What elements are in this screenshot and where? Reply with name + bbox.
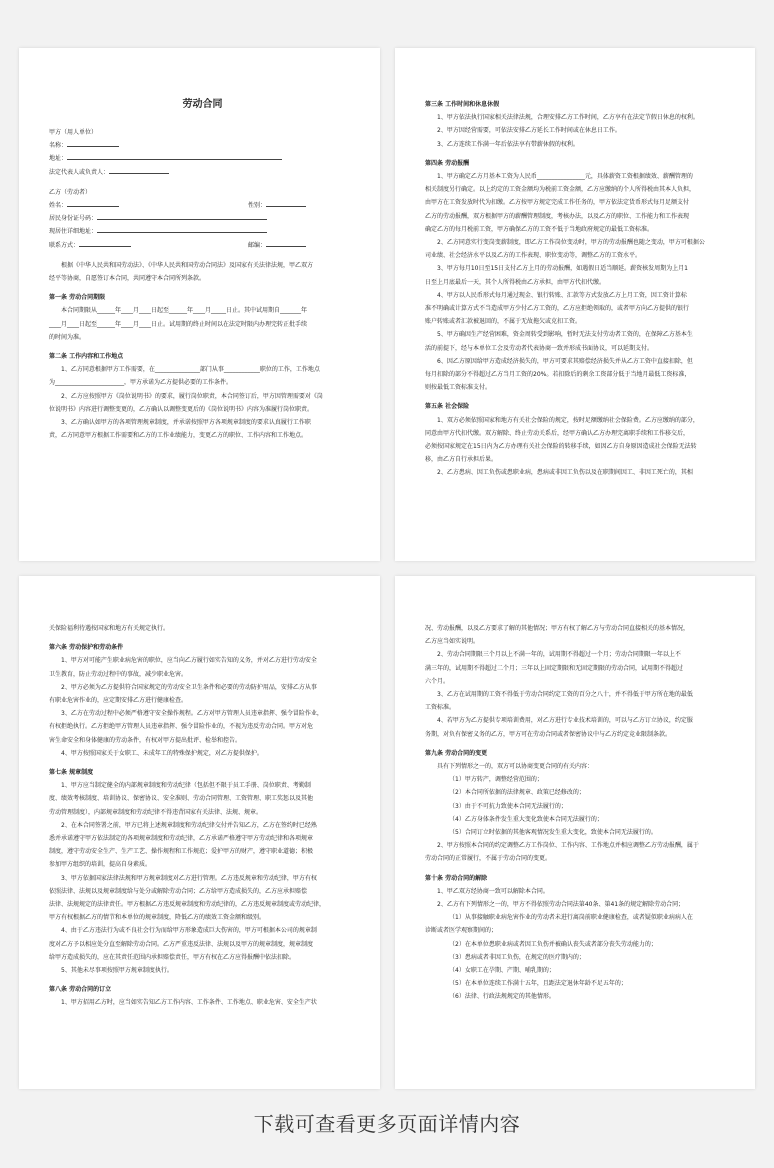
continued-line: 关保险福利待遇按国家和地方有关规定执行。 xyxy=(49,625,170,632)
list-item: （4）乙方身体条件发生重大变化致使本合同无法履行的； xyxy=(449,815,603,823)
clause-line: 4、由于乙方违法行为或不良社会行为而给甲方形象造成巨大伤害的，甲方可根据本公司的规章制 xyxy=(61,927,317,935)
clause-line: 责，乙方同意甲方根据工作需要和乙方的工作业绩能力，变更乙方的职位、工作内容和工作地点。 xyxy=(49,432,308,440)
list-item: （2）本合同所依据的法律规章、政策已经修改的； xyxy=(449,789,585,797)
clause-line: 劳动管理制度），内部规章制度和劳动纪律不得违背国家有关法律、法规、规章。 xyxy=(49,808,263,816)
clause-line: 3、甲方依据国家法律法规和甲方规章制度对乙方进行管理。乙方违反规章和劳动纪律，甲方有权 xyxy=(61,874,317,882)
clause-line: ____月____日起至______年____月____日止。试用期的终止时间以在法定时限内办理完转正批手续 xyxy=(49,320,308,328)
section-heading: 第六条 劳动保护和劳动条件 xyxy=(49,644,124,652)
intro-line: 经平等协商，自愿签订本合同，共同遵守本合同所列条款。 xyxy=(49,275,206,283)
list-item: （3）患病或者非因工负伤，在规定的医疗期内的； xyxy=(449,953,585,961)
section-heading: 第二条 工作内容和工作地点 xyxy=(49,353,124,361)
intro-line: 根据《中华人民共和国劳动法》、《中华人民共和国劳动合同法》及国家有关法律法规，甲乙双方 xyxy=(61,261,314,269)
clause-line: 害生命安全和身体健康的劳动条件，有权对甲方提出批评、检举和控告。 xyxy=(49,736,242,744)
clause-line: 2、乙方患病、因工负伤或患职业病，患病或非因工负伤以及在职期间因工、非因工死亡的，其相 xyxy=(437,469,693,477)
clause-line: 卫生教育，防止劳动过程中的事故，减少职业危害。 xyxy=(49,670,188,678)
clause-line: 则按最低工资标准支付。 xyxy=(425,384,492,392)
party-a-name-field: 名称： xyxy=(49,139,356,152)
clause-line: 依照法律、法规以及规章制度给与处分或解除劳动合同；乙方给甲方造成损失的，乙方应承担赔偿 xyxy=(49,887,308,895)
section-heading: 第十条 劳动合同的解除 xyxy=(425,874,488,882)
clause-line: 6、因乙方原因给甲方造成经济损失的，甲方可要求其赔偿经济损失并从乙方工资中直接扣除，但 xyxy=(437,357,693,365)
document-page-3 xyxy=(19,576,380,1089)
clause-line: 法律、法规规定的法律责任。甲方根据乙方违反规章制度和劳动纪律的，乙方违反规章制度或劳动纪律， xyxy=(49,901,326,909)
clause-line: 度对乙方予以相应处分直至解除劳动合同。乙方严重违反法律、法规以及甲方的规章制度，规章制度 xyxy=(49,940,314,948)
continued-line: 况、劳动报酬，以及乙方要求了解的其他情况；甲方有权了解乙方与劳动合同直接相关的基本情况， xyxy=(425,625,690,632)
clause-line: 3、乙方在试用期的工资不得低于劳动合同约定工资的百分之八十，并不得低于甲方所在地的最低 xyxy=(437,691,693,699)
clause-line: 悉并承诺遵守甲方依法制定的各项规章制度和劳动纪律，乙方承诺严格遵守甲方劳动纪律和各项规章 xyxy=(49,835,314,843)
contract-title: 劳动合同 xyxy=(182,99,223,110)
party-b-name-gender-field: 姓名： 性别： xyxy=(49,199,356,212)
party-a-heading: 甲方（用人单位） xyxy=(49,129,98,136)
clause-line: 2、乙方同意实行变岗变薪制度，即乙方工作岗位变动时，甲方的劳动报酬也随之变动，甲方可根据公 xyxy=(437,239,705,247)
clause-line: 为_______________________，甲方承诺为乙方提供必要的工作条件。 xyxy=(49,379,233,387)
clause-line: 日至上月底最后一天，其个人所得税由乙方承担，由甲方代扣代缴。 xyxy=(425,278,606,286)
clause-line: 六个月。 xyxy=(425,677,450,685)
clause-line: 有权拒绝执行。乙方拒绝甲方管理人员违章指挥、强令冒险作业的，不视为违反劳动合同。甲方对危 xyxy=(49,723,314,731)
document-page-2 xyxy=(395,48,755,561)
clause-line: 2、乙方有下列情形之一的，甲方不得依照劳动合同法第40条、第41条的规定解除劳动合同； xyxy=(437,901,685,909)
party-a-address-field: 地址： xyxy=(49,152,356,165)
section-heading: 第四条 劳动报酬 xyxy=(425,159,470,167)
clause-line: 1、甲乙双方经协商一致可以解除本合同。 xyxy=(437,887,549,895)
clause-line: 相关制度另行确定。以上约定的工资金额均为税前工资金额，乙方应缴纳的个人所得税由其本人负担， xyxy=(425,186,696,194)
party-b-heading: 乙方（劳动者） xyxy=(49,188,92,196)
document-page-4 xyxy=(395,576,755,1089)
clause-line: 3、乙方在劳动过程中必须严格遵守安全操作规程。乙方对甲方管理人员违章指挥、强令冒险作业， xyxy=(61,710,323,718)
clause-line: 由甲方在工资发放时代为扣缴。乙方按甲方规定完成工作任务的，甲方依法定货币形式每月足额支付 xyxy=(425,199,690,207)
clause-line: 1、甲方确定乙方月基本工资为人民币________________元，具体薪资工资根据绩效、薪酬管理的 xyxy=(437,173,693,181)
clause-line: 4、甲方以人民币形式每月通过现金、银行转账、汇款等方式发放乙方上月工资，因工资计算标 xyxy=(437,291,687,299)
clause-line: 的时间为准。 xyxy=(49,333,86,341)
clause-line: 2、在本合同签署之前，甲方已将上述规章制度和劳动纪律交付并告知乙方，乙方在签约时已经熟 xyxy=(61,821,317,829)
section-heading: 第三条 工作时间和休息休假 xyxy=(425,101,500,108)
clause-line: 务期，对负有保密义务的乙方，甲方可在劳动合同或者保密协议中与乙方约定竞业限制条款。 xyxy=(425,730,672,738)
clause-line: 4、甲方按照国家关于女职工、未成年工的特殊保护规定，对乙方提供保护。 xyxy=(61,749,263,757)
clause-line: 3、乙方连续工作满一年后依法享有带薪休假的权利。 xyxy=(437,140,579,148)
clause-line: 度、绩效考核制度、培训协议、保密协议、安全准则、劳动合同管理、工资管理、职工奖惩以及其他 xyxy=(49,795,314,803)
section-heading: 第七条 规章制度 xyxy=(49,769,94,777)
party-b-id-field: 居民身份证号码： xyxy=(49,212,356,225)
clause-line: 3、甲方每月10日至15日支付乙方上月的劳动报酬，如遇假日适当顺延。薪资核发周期为上月1 xyxy=(437,265,688,273)
clause-line: 有职业危害作业的，应定期安排乙方进行健康检查。 xyxy=(49,697,188,705)
clause-line: 本合同期限从______年____月____日起至______年____月_____日止。其中试用期自_______年 xyxy=(61,307,308,315)
list-item: （1）从事接触职业病危害作业的劳动者未进行离岗前职业健康检查，或者疑似职业病病人在 xyxy=(449,914,693,922)
list-item: （6）法律、行政法规规定的其他情形。 xyxy=(449,993,555,1001)
clause-line: 给甲方造成损失的，应在其责任范围内承担赔偿责任，甲方有权在乙方应得报酬中依法扣除。 xyxy=(49,953,296,961)
clause-line: 2、甲方必须为乙方提供符合国家规定的劳动安全卫生条件和必要的劳动防护用品，安排乙方从事 xyxy=(61,683,317,691)
list-item: （4）女职工在孕期、产期、哺乳期的； xyxy=(449,967,555,975)
list-item: （5）在本单位连续工作满十五年，且距法定退休年龄不足五年的； xyxy=(449,980,627,988)
clause-line: 1、甲方招用乙方时，应当如实告知乙方工作内容、工作条件、工作地点、职业危害、安全生产状 xyxy=(61,999,317,1007)
clause-line: 具有下列情形之一的，双方可以协商变更合同的有关内容： xyxy=(437,763,594,771)
clause-line: 同意由甲方代扣代缴。双方解除、终止劳动关系后，经甲方确认乙方办理完离职手续和工作移交后， xyxy=(425,429,690,437)
clause-line: 2、劳动合同期限三个月以上不满一年的，试用期不得超过一个月；劳动合同期限一年以上不 xyxy=(437,651,681,659)
clause-line: 制度，遵守劳动安全生产、生产工艺、操作规程和工作规范；爱护甲方的财产，遵守职业道德；积极 xyxy=(49,848,314,856)
clause-line: 5、其他未尽事项按照甲方规章制度执行。 xyxy=(61,967,173,975)
clause-line: 1、甲方对可能产生职业病危害的职位，应当向乙方履行如实告知的义务，并对乙方进行劳动安全 xyxy=(61,657,317,665)
clause-line: 移，由乙方自行承担后果。 xyxy=(425,456,498,464)
clause-line: 准不明确或计算方式不当造成甲方少付乙方工资的，乙方应拒绝领取的，或者甲方向乙方提供的银行 xyxy=(425,305,690,313)
party-a-rep-field: 法定代表人或负责人： xyxy=(49,166,356,179)
party-b-address-field: 现居住详细地址： xyxy=(49,225,356,238)
clause-line: 司业绩、社会经济水平以及乙方的工作表现、职位变动等，调整乙方的工资水平。 xyxy=(425,252,642,260)
clause-line: 1、甲方依法执行国家相关法律法规，合理安排乙方工作时间，乙方享有在法定节假日休息的权利。 xyxy=(437,114,699,122)
party-b-contact-field: 联系方式： 邮编： xyxy=(49,239,356,252)
section-heading: 第九条 劳动合同的变更 xyxy=(425,749,488,757)
clause-line: 1、双方必须依照国家和地方有关社会保险的规定，按时足额缴纳社会保险费。乙方应缴纳的部分， xyxy=(437,416,699,424)
clause-line: 2、乙方应按照甲方《岗位说明书》的要求，履行岗位职责，本合同签订后，甲方因管理需要对《岗 xyxy=(61,392,323,400)
clause-line: 满三年的，试用期不得超过二个月；三年以上固定期限和无固定期限的劳动合同，试用期不得超过 xyxy=(425,664,684,672)
clause-line: 3、乙方确认如甲方的各项管理规章制度，并承诺按照甲方各项规章制度的要求认真履行工作职 xyxy=(61,419,311,427)
clause-line: 确定乙方的每月税前工资，甲方确保乙方的工资不低于当地政府规定的最低工资标准。 xyxy=(425,225,654,233)
clause-line: 1、乙方同意根据甲方工作需要，在_______________部门从事____________职位的工作，工作地点 xyxy=(61,366,320,374)
download-more-link[interactable]: 下载可查看更多页面详情内容 xyxy=(253,1112,521,1136)
section-heading: 第八条 劳动合同的订立 xyxy=(49,986,112,994)
clause-line: 4、若甲方为乙方提供专项培训费用，对乙方进行专业技术培训的，可以与乙方订立协议，约定服 xyxy=(437,717,693,725)
document-page-1 xyxy=(19,48,380,561)
clause-line: 参加甲方组织的培训，提高自身素质。 xyxy=(49,861,152,869)
clause-line: 劳动合同的正常履行，不属于劳动合同的变更。 xyxy=(425,855,552,863)
clause-line: 甲方有权根据乙方的情节和本单位的规章制度，降低乙方的绩效工资金额和级别。 xyxy=(49,914,266,922)
list-item: （1）甲方转产，调整经营范围的； xyxy=(449,776,543,784)
list-item: （2）在本单位患职业病或者因工负伤并被确认丧失或者部分丧失劳动能力的； xyxy=(449,940,657,948)
clause-line: 工资标准。 xyxy=(425,704,456,712)
clause-line: 账户转账或者汇款被退回的，不属于无故拖欠或克扣工资。 xyxy=(425,318,582,326)
clause-line: 5、甲方确因生产经营困难，资金周转受到影响，暂时无法支付劳动者工资的，在保障乙方基本生 xyxy=(437,331,693,339)
clause-line: 位说明书》内容进行调整变更的，乙方确认以调整变更后的《岗位说明书》内容为准履行岗位职责。 xyxy=(49,405,314,413)
list-item: （3）由于不可抗力致使本合同无法履行的； xyxy=(449,802,567,810)
clause-line: 必须按国家规定在15日内为乙方办理有关社会保险的转移手续，如因乙方自身原因造成社会保险无法转 xyxy=(425,443,697,451)
clause-line: 活的前提下，经与本单位工会及劳动者代表协商一致并形成书面协议，可以延期支付。 xyxy=(425,344,654,352)
clause-line: 1、甲方应当制定健全的内部规章制度和劳动纪律（包括但不限于员工手册、岗位职责、考勤制 xyxy=(61,782,311,790)
clause-line: 2、甲方按照本合同的约定调整乙方工作岗位、工作内容、工作地点并相应调整乙方劳动报酬，属于 xyxy=(437,842,699,850)
clause-line: 乙方的劳动报酬，双方根据甲方的薪酬管理制度，考核办法，以及乙方的职位、工作能力和工作表现 xyxy=(425,212,690,220)
section-heading: 第五条 社会保险 xyxy=(425,403,470,411)
clause-line: 诊断或者医学观察期间的； xyxy=(425,927,498,935)
list-item: （5）合同订立时依据的其他客观情况发生重大变化，致使本合同无法履行的。 xyxy=(449,829,657,837)
continued-line: 乙方应当如实说明。 xyxy=(425,638,480,646)
clause-line: 2、甲方因经营需要，可依法安排乙方延长工作时间或在休息日工作。 xyxy=(437,127,621,135)
section-heading: 第一条 劳动合同期限 xyxy=(49,294,106,302)
clause-line: 每月扣除的部分不得超过乙方当月工资的20%。若扣除后的剩余工资部分低于当地月最低工资标准， xyxy=(425,371,691,379)
